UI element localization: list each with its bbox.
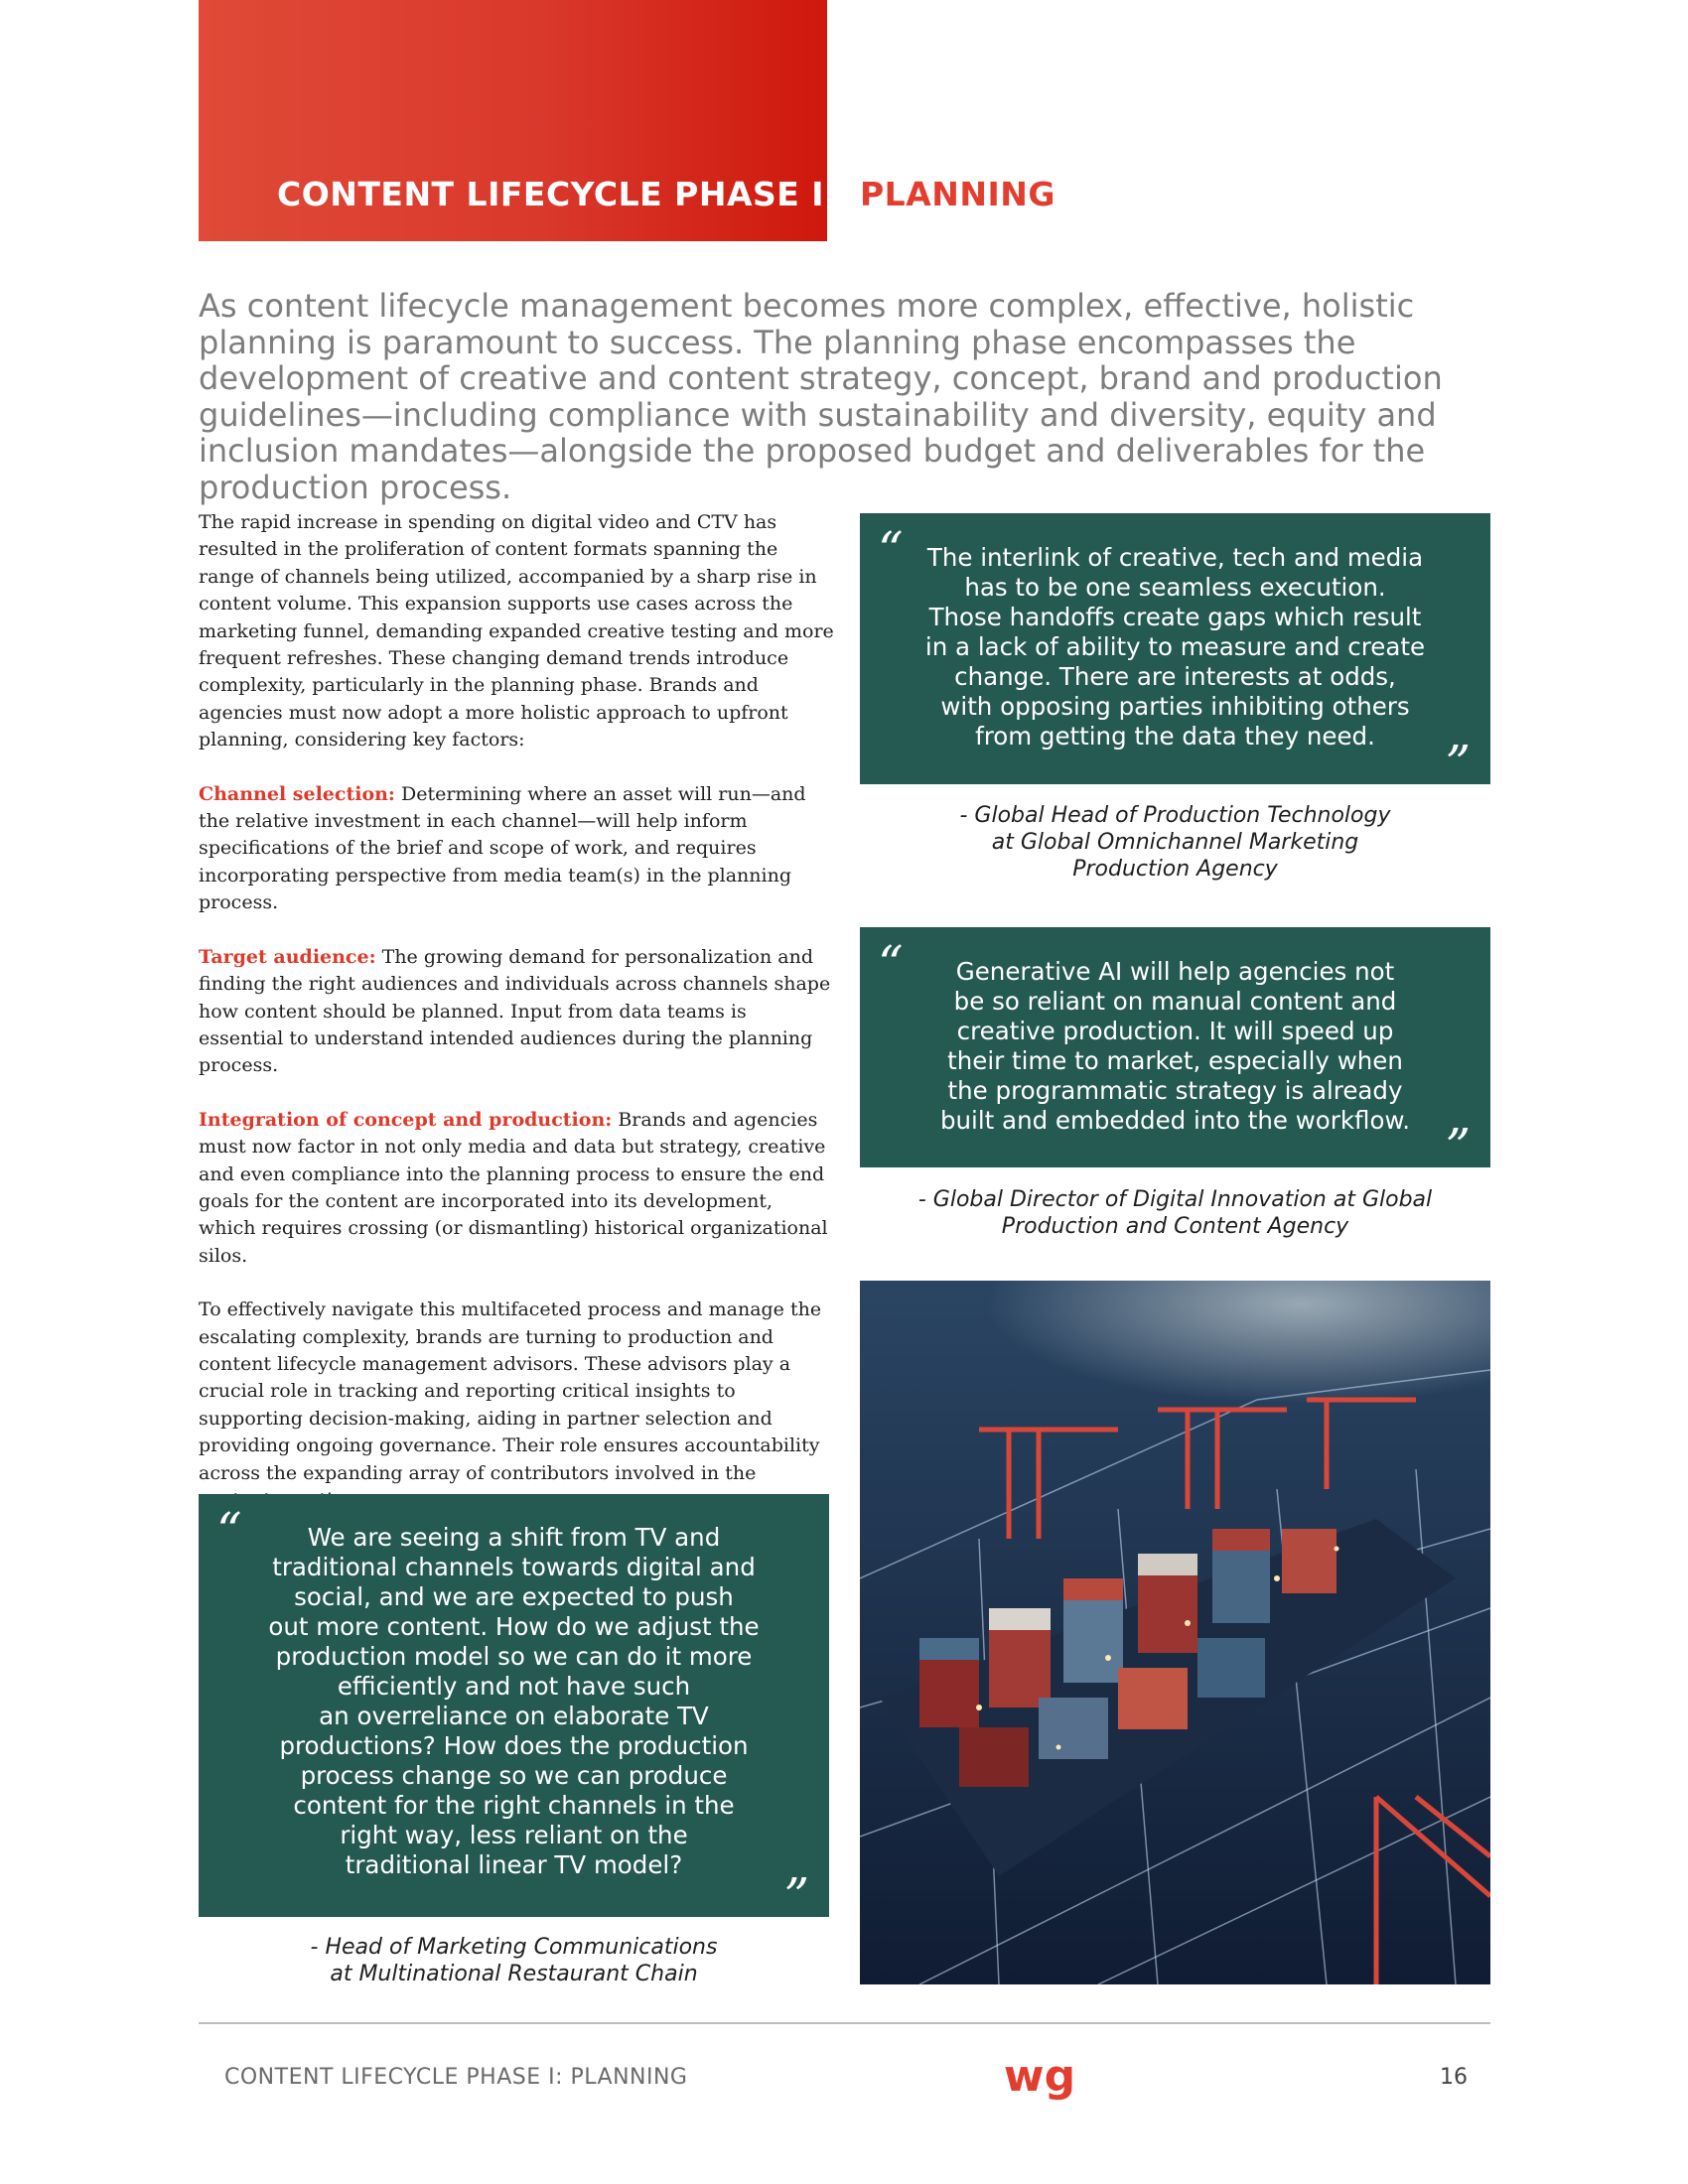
quote-line: social, and we are expected to push	[294, 1582, 734, 1611]
pull-quote-1	[860, 513, 1490, 792]
quote-line: an overreliance on elaborate TV	[319, 1702, 709, 1730]
quote-line: with opposing parties inhibiting others	[940, 692, 1410, 721]
quote-line: efficiently and not have such	[337, 1672, 691, 1701]
quote-line: in a lack of ability to measure and create	[924, 632, 1426, 661]
integration-text: Brands and agencies must now factor in not only media and data but strategy, creative and even compliance into the planning process to ensure the end goals for the content are incorporated into its development, which requires crossing (or dismantling) historical organizational silos.	[199, 1108, 828, 1267]
quote-line: process change so we can produce	[300, 1761, 728, 1790]
integration-heading: Integration of concept and production:	[199, 1108, 613, 1131]
body-paragraph-final: To effectively navigate this multifaceted process and manage the escalating complexity, brands are turning to production and content lifecycle management advisors. These advisors play a crucial role in tracking and reporting critical insights to supporting decision-making, aiding in partner selection and providing ongoing governance. Their role ensures accountability across the expanding array of contributors involved in the	[199, 1298, 822, 1484]
pull-quote-2	[860, 927, 1490, 1175]
container-port-photo	[860, 1281, 1490, 1984]
attribution-line: Production Agency	[1072, 857, 1278, 882]
quote-line: traditional channels towards digital and	[272, 1553, 756, 1581]
pull-quote-3	[199, 1494, 829, 1925]
close-quote-icon: ”	[1445, 1118, 1471, 1175]
attribution-line: Production and Content Agency	[1001, 1214, 1349, 1239]
quote-attribution-1	[860, 802, 1490, 883]
body-paragraph-channel	[199, 781, 834, 917]
quote-line: We are seeing a shift from TV and	[307, 1523, 721, 1552]
quote-line: their time to market, especially when	[947, 1046, 1403, 1075]
target-audience-heading: Target audience:	[199, 945, 376, 968]
svg-text:wg: wg	[1005, 2053, 1074, 2102]
open-quote-icon: “	[878, 521, 904, 579]
quote-line: The interlink of creative, tech and media	[926, 543, 1424, 572]
open-quote-icon: “	[216, 1502, 242, 1560]
channel-selection-heading: Channel selection:	[199, 782, 395, 805]
quote-text	[860, 957, 1490, 1136]
body-paragraph: The rapid increase in spending on digital video and CTV has resulted in the proliferation of content formats spanning the range of channels being utilized, accompanied by a sharp rise in content volume. This expansion supports use cases across the marketing funnel, demanding expanded creative testing and more frequent refreshes. These changing demand trends introduce complexity, particularly in the planning phase. Brands and agencies must now adopt a more holistic approach to upfront planning, considering key factors:	[199, 511, 834, 751]
body-text-column	[199, 509, 834, 1541]
open-quote-icon: “	[878, 935, 904, 993]
attribution-line: - Global Director of Digital Innovation at Global	[917, 1187, 1433, 1212]
quote-text	[860, 543, 1490, 751]
quote-attribution-3	[199, 1934, 829, 1987]
quote-line: be so reliant on manual content and	[953, 987, 1397, 1016]
close-quote-icon: ”	[1445, 735, 1471, 792]
quote-line: right way, less reliant on the	[340, 1821, 688, 1849]
quote-attribution-2	[860, 1186, 1490, 1240]
channel-selection-text: Determining where an asset will run—and the relative investment in each channel—will help inform specifications of the brief and scope of work, and requires incorporating perspective from media team(s) in the planning process.	[199, 782, 806, 914]
quote-line: built and embedded into the workflow.	[939, 1106, 1411, 1135]
container-port-illustration	[860, 1281, 1490, 1984]
quote-line: from getting the data they need.	[975, 722, 1375, 751]
quote-line: creative production. It will speed up	[956, 1017, 1394, 1045]
close-quote-icon: ”	[783, 1867, 809, 1925]
body-paragraph-integration	[199, 1107, 834, 1270]
attribution-line: at Global Omnichannel Marketing	[991, 830, 1359, 855]
intro-paragraph: As content lifecycle management becomes more complex, effective, holistic planning is paramount to success. The planning phase encompasses the development of creative and content strategy, concept, brand and production guidelines—including compliance with sustainability and diversity, equity and inclusion mandates—alongside the proposed budget and deliverables for the production process.	[199, 287, 1443, 506]
section-subtitle: PLANNING	[860, 175, 1055, 213]
quote-line: content for the right channels in the	[293, 1791, 735, 1820]
body-paragraph-audience	[199, 944, 834, 1080]
quote-line: traditional linear TV model?	[345, 1850, 683, 1879]
quote-line: change. There are interests at odds,	[954, 662, 1396, 691]
quote-line: has to be one seamless execution.	[964, 573, 1386, 602]
attribution-line: at Multinational Restaurant Chain	[330, 1962, 698, 1986]
quote-line: production model so we can do it more	[275, 1642, 753, 1671]
page-number: 16	[1440, 2065, 1468, 2090]
quote-line: Those handoffs create gaps which result	[928, 603, 1422, 631]
quote-text	[199, 1523, 829, 1880]
footer-section-label: CONTENT LIFECYCLE PHASE I: PLANNING	[224, 2065, 688, 2090]
quote-line: Generative AI will help agencies not	[955, 957, 1395, 986]
quote-line: the programmatic strategy is already	[947, 1076, 1403, 1105]
wg-logo-mark	[1005, 2053, 1074, 2111]
attribution-line: - Head of Marketing Communications	[310, 1935, 718, 1960]
attribution-line: - Global Head of Production Technology	[959, 803, 1391, 828]
quote-line: productions? How does the production	[279, 1731, 749, 1760]
section-title: CONTENT LIFECYCLE PHASE I	[277, 175, 825, 213]
target-audience-text: The growing demand for personalization and finding the right audiences and individuals across channels shape how content should be planned. Input from data teams is essential to understand intended audiences during the planning process.	[199, 945, 831, 1077]
wg-logo	[1005, 2053, 1074, 2111]
footer-divider	[199, 2022, 1490, 2024]
quote-line: out more content. How do we adjust the	[268, 1612, 760, 1641]
